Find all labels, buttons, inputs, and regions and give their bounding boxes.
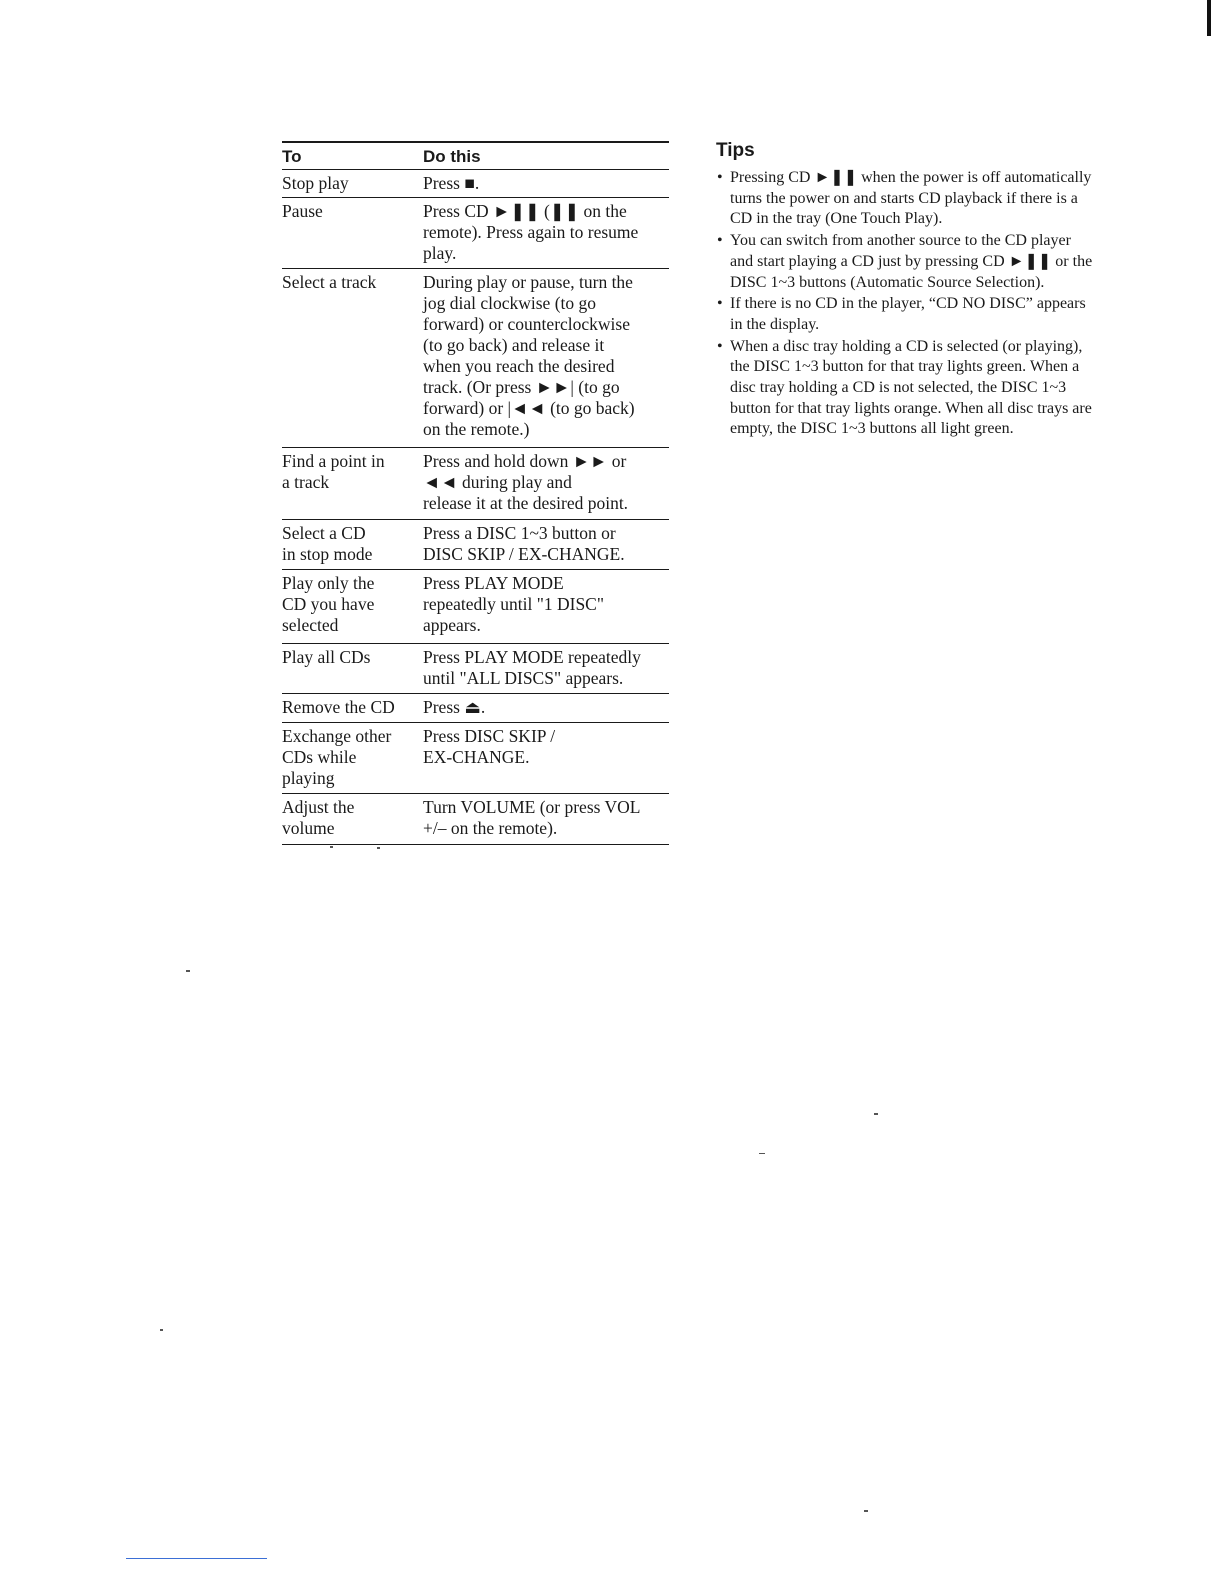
row-action: Press DISC SKIP / EX-CHANGE. [423, 726, 556, 767]
tips-title: Tips [716, 140, 755, 161]
scan-speck [186, 970, 190, 972]
table-row [282, 723, 669, 794]
row-to: Play all CDs [282, 647, 371, 667]
tips-section [716, 140, 1096, 441]
footer-rule [126, 1558, 267, 1559]
scan-speck [759, 1153, 765, 1154]
table-row [282, 448, 669, 520]
row-to: Find a point in a track [282, 451, 385, 492]
row-action: Press ■. [423, 173, 480, 193]
table-row [282, 170, 669, 198]
row-to: Adjust the volume [282, 797, 355, 838]
tips-list [716, 168, 1096, 440]
table-row [282, 694, 669, 723]
row-to: Remove the CD [282, 697, 395, 717]
table-row [282, 570, 669, 644]
table-row [282, 198, 669, 269]
row-action: Turn VOLUME (or press VOL +/– on the remote). [423, 797, 641, 838]
list-item: • Pressing CD ►❚❚ when the power is off automatically turns the power on and starts CD playback if there is a CD in the tray (One Touch Play). [716, 168, 1096, 230]
table-row [282, 644, 669, 694]
scan-speck [330, 846, 333, 848]
row-to: Pause [282, 201, 323, 221]
scan-speck [864, 1510, 868, 1512]
row-action: During play or pause, turn the jog dial clockwise (to go forward) or counterclockwise (to go back) and release it when you reach the desired track. (Or press ►►| (to go forward) or |◄◄ (to go back) on the remote.) [423, 272, 635, 439]
list-item: • If there is no CD in the player, “CD NO DISC” appears in the display. [716, 294, 1096, 335]
row-action: Press PLAY MODE repeatedly until "ALL DISCS" appears. [423, 647, 641, 688]
row-to: Exchange other CDs while playing [282, 726, 392, 788]
row-to: Select a track [282, 272, 377, 292]
scan-speck [377, 847, 380, 849]
table-row [282, 269, 669, 448]
page-edge-mark [1207, 0, 1211, 36]
row-to: Select a CD in stop mode [282, 523, 373, 564]
row-action: Press CD ►❚❚ (❚❚ on the remote). Press again to resume play. [423, 201, 639, 263]
scan-speck [160, 1329, 163, 1331]
header-do-this: Do this [423, 147, 481, 166]
table-header [282, 143, 669, 170]
row-action: Press and hold down ►► or ◄◄ during play and release it at the desired point. [423, 451, 629, 513]
row-action: Press a DISC 1~3 button or DISC SKIP / EX-CHANGE. [423, 523, 625, 564]
scan-speck [874, 1113, 878, 1115]
operations-table [282, 141, 669, 845]
row-to: Play only the CD you have selected [282, 573, 375, 635]
table-row [282, 794, 669, 845]
row-action: Press PLAY MODE repeatedly until "1 DISC" appears. [423, 573, 604, 635]
header-to: To [282, 147, 302, 166]
row-action: Press ⏏. [423, 697, 486, 717]
table-row [282, 520, 669, 570]
list-item: • When a disc tray holding a CD is selected (or playing), the DISC 1~3 button for that tray lights green. When a disc tray holding a CD is not selected, the DISC 1~3 button for that tray lights orange. When all disc trays are empty, the DISC 1~3 buttons all light green. [716, 337, 1096, 441]
row-to: Stop play [282, 173, 349, 193]
list-item: • You can switch from another source to the CD player and start playing a CD just by pressing CD ►❚❚ or the DISC 1~3 buttons (Automatic Source Selection). [716, 231, 1096, 293]
